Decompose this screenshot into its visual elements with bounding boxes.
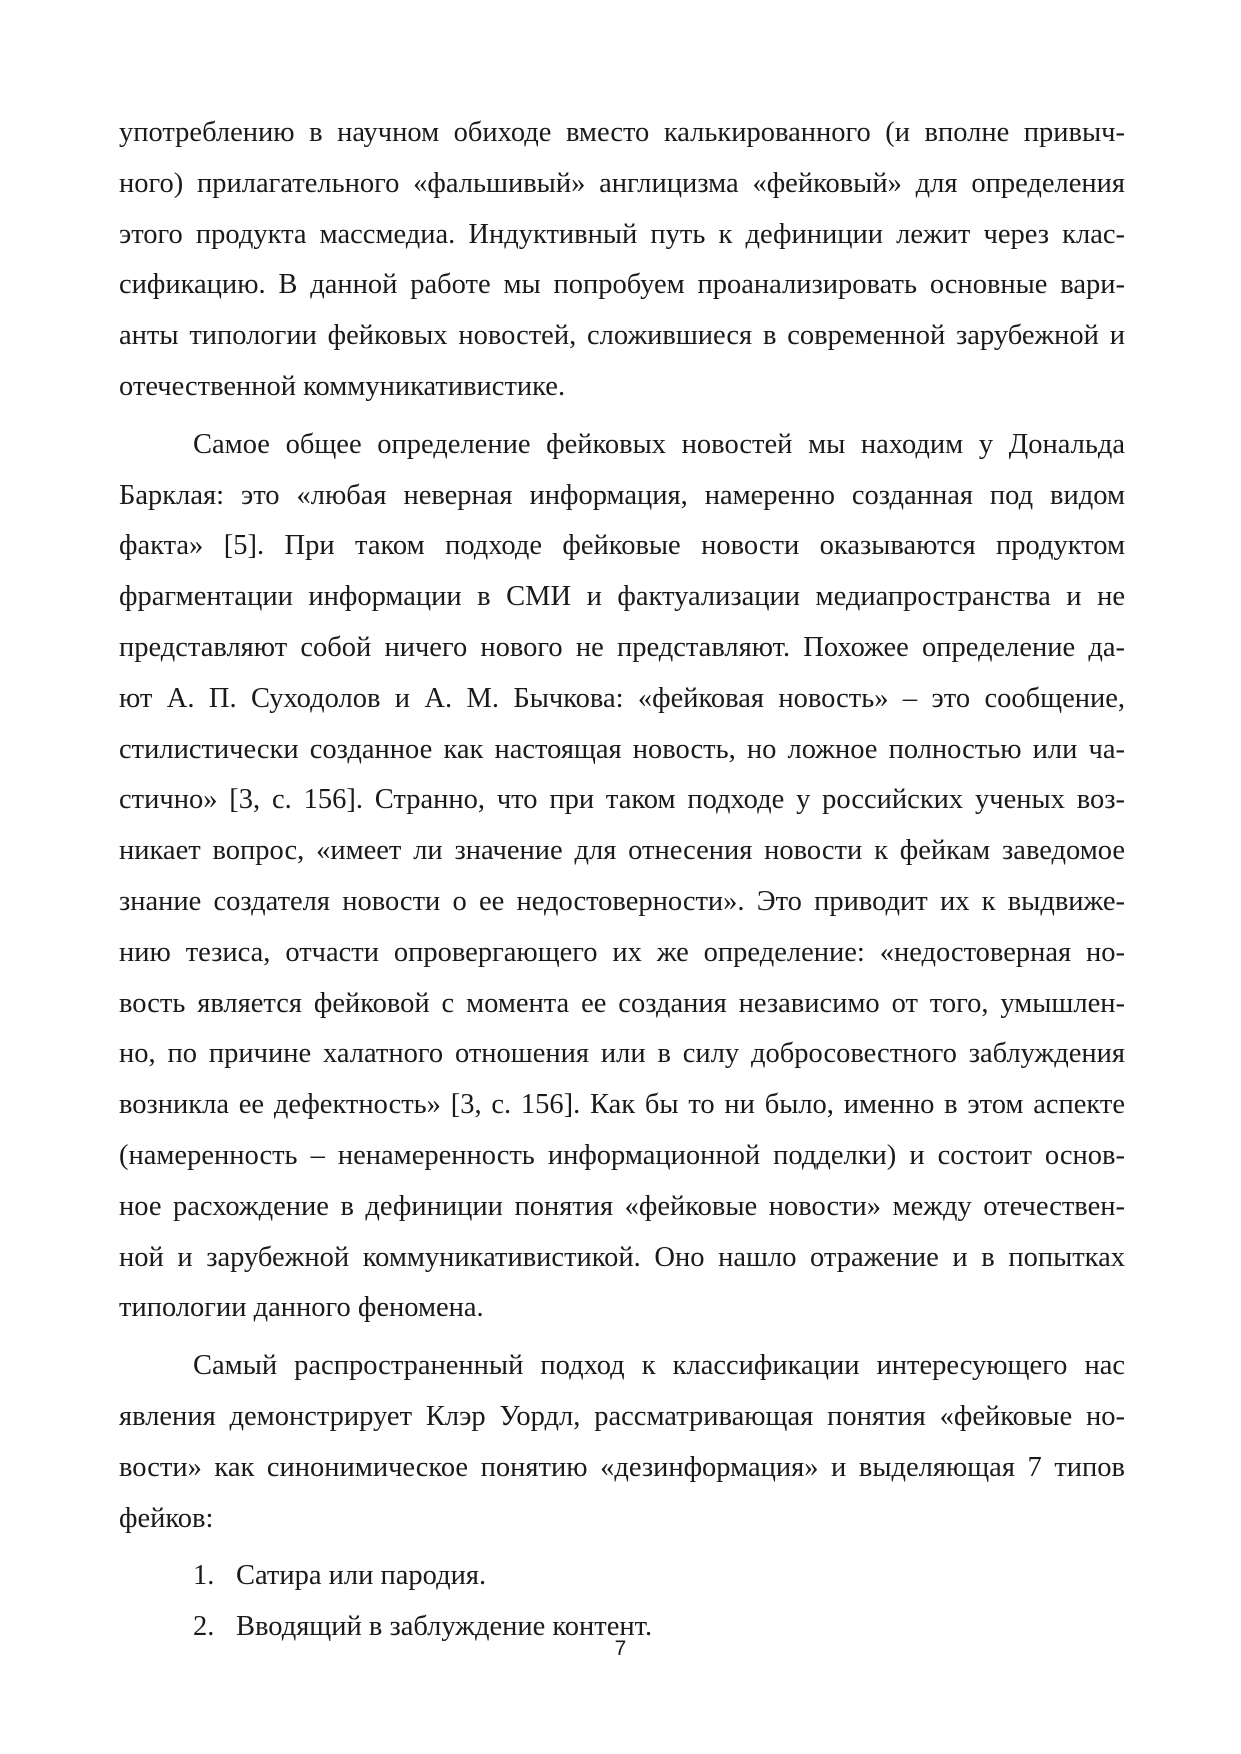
text-line: Самое общее определение фейковых новостей мы находим у Дональда xyxy=(193,428,1125,460)
text-line: типологии данного феномена. xyxy=(119,1292,484,1324)
text-line: (намеренность – ненамеренность информационной подделки) и состоит основ- xyxy=(119,1139,1125,1171)
text-line: фрагментации информации в СМИ и фактуализации медиапространства и не xyxy=(119,581,1125,613)
text-line: но, по причине халатного отношения или в силу добросовестного заблуждения xyxy=(119,1038,1125,1070)
text-line: стилистически созданное как настоящая новость, но ложное полностью или ча- xyxy=(119,733,1125,765)
text-line: ют А. П. Суходолов и А. М. Бычкова: «фейковая новость» – это сообщение, xyxy=(119,682,1125,714)
text-line: стично» [3, с. 156]. Странно, что при таком подходе у российских ученых воз- xyxy=(119,784,1125,816)
text-line: знание создателя новости о ее недостоверности». Это приводит их к выдвиже- xyxy=(119,885,1125,917)
text-line: явления демонстрирует Клэр Уордл, рассматривающая понятия «фейковые но- xyxy=(119,1400,1125,1432)
text-line: возникла ее дефектность» [3, с. 156]. Как бы то ни было, именно в этом аспекте xyxy=(119,1089,1125,1121)
text-line: Самый распространенный подход к классификации интересующего нас xyxy=(193,1350,1125,1382)
paragraph-2 xyxy=(119,420,1125,1334)
paragraph-3 xyxy=(119,1341,1125,1544)
text-line: фейков: xyxy=(119,1502,214,1534)
text-line: сификацию. В данной работе мы попробуем проанализировать основные вари- xyxy=(119,269,1125,301)
text-line: вости» как синонимическое понятию «дезинформация» и выделяющая 7 типов xyxy=(119,1451,1125,1483)
text-line: отечественной коммуникативистике. xyxy=(119,370,566,402)
text-line: анты типологии фейковых новостей, сложившиеся в современной зарубежной и xyxy=(119,320,1125,352)
body-text xyxy=(119,108,1125,1653)
list-item-number: 2. xyxy=(193,1611,215,1643)
page-number: 7 xyxy=(614,1637,627,1660)
list-item-text: Сатира или пародия. xyxy=(236,1560,487,1592)
text-line: факта» [5]. При таком подходе фейковые новости оказываются продуктом xyxy=(119,530,1125,562)
text-line: употреблению в научном обиходе вместо калькированного (и вполне привыч- xyxy=(119,117,1125,148)
text-line: представляют собой ничего нового не представляют. Похожее определение да- xyxy=(119,631,1125,663)
text-line: никает вопрос, «имеет ли значение для отнесения новости к фейкам заведомое xyxy=(119,835,1125,867)
text-line: ного) прилагательного «фальшивый» англицизма «фейковый» для определения xyxy=(119,167,1125,199)
text-line: Барклая: это «любая неверная информация, намеренно созданная под видом xyxy=(119,479,1125,511)
list-item-text: Вводящий в заблуждение контент. xyxy=(236,1611,653,1643)
text-line: нию тезиса, отчасти опровергающего их же определение: «недостоверная но- xyxy=(119,936,1125,968)
list-item-number: 1. xyxy=(193,1560,215,1592)
list-item xyxy=(119,1551,1125,1602)
text-line: ной и зарубежной коммуникативистикой. Оно нашло отражение и в попытках xyxy=(119,1241,1125,1273)
text-line: вость является фейковой с момента ее создания независимо от того, умышлен- xyxy=(119,987,1125,1019)
paragraph-1 xyxy=(119,108,1125,413)
text-line: этого продукта массмедиа. Индуктивный путь к дефиниции лежит через клас- xyxy=(119,218,1125,250)
text-line: ное расхождение в дефиниции понятия «фейковые новости» между отечествен- xyxy=(119,1190,1125,1222)
